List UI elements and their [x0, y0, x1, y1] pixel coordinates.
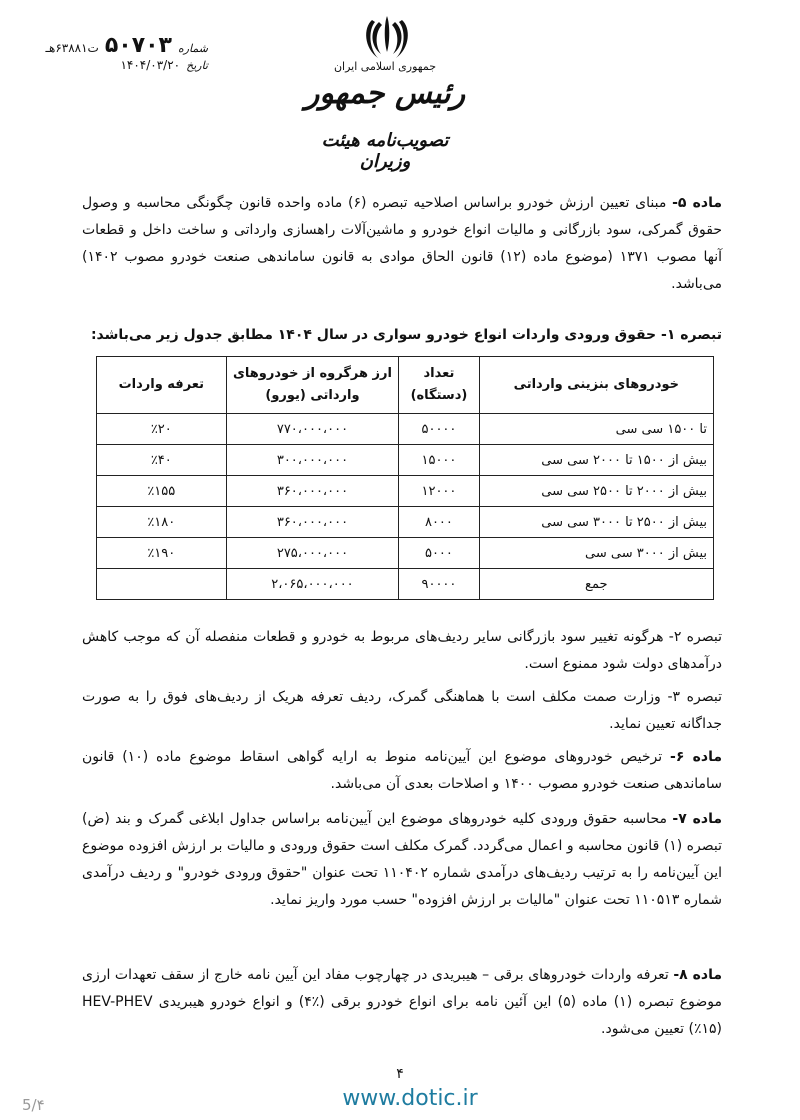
article-5-text: مبنای تعیین ارزش خودرو براساس اصلاحیه تبصره (۶) ماده واحده قانون چگونگی محاسبه و وصول حقوق گمرکی، سود بازرگانی و مالیات انواع خودرو و ماشین‌آلات راهسازی وارداتی و ساخت داخل و قطعات آنها مصوب ۱۳۷۱ (موضوع ماده (۱۲) قانون الحاق موادی به قانون ساماندهی صنعت خودرو مصوب ۱۴۰۲) می‌باشد. — [82, 195, 722, 292]
cell-type: بیش از ۱۵۰۰ تا ۲۰۰۰ سی سی — [479, 445, 713, 476]
cell-type: بیش از ۲۵۰۰ تا ۳۰۰۰ سی سی — [479, 507, 713, 538]
cell-tariff: ٪۱۵۵ — [97, 476, 227, 507]
article-8-heading: ماده ۸- — [673, 967, 722, 983]
header-value: ارز هرگروه از خودروهای وارداتی (یورو) — [226, 357, 399, 414]
article-6-text: ترخیص خودروهای موضوع این آیین‌نامه منوط به ارایه گواهی اسقاط موضوع ماده (۱۰) قانون ساماندهی صنعت خودرو مصوب ۱۴۰۰ و اصلاحات بعدی آن می‌باشد. — [82, 749, 722, 792]
letter-number: ۵۰۷۰۳ — [104, 33, 172, 58]
article-8 — [82, 962, 722, 1043]
table-total-row — [97, 569, 714, 600]
office-title: رئیس جمهور — [304, 76, 466, 111]
cell-value: ۲۷۵،۰۰۰،۰۰۰ — [226, 538, 399, 569]
date-label: تاریخ — [186, 59, 208, 72]
cell-count: ۵۰۰۰۰ — [399, 414, 479, 445]
note-3 — [82, 684, 722, 738]
table-row — [97, 538, 714, 569]
note-2-text: تبصره ۲- هرگونه تغییر سود بازرگانی سایر ردیف‌های مربوط به خودرو و قطعات منفصله آن که موجب کاهش درآمدهای دولت شود ممنوع است. — [82, 629, 722, 672]
table-row — [97, 414, 714, 445]
article-6 — [82, 744, 722, 798]
cell-count: ۸۰۰۰ — [399, 507, 479, 538]
cell-tariff: ٪۱۸۰ — [97, 507, 227, 538]
cell-tariff: ٪۱۹۰ — [97, 538, 227, 569]
cell-tariff: ٪۲۰ — [97, 414, 227, 445]
article-5-heading: ماده ۵- — [672, 195, 723, 211]
table-row — [97, 476, 714, 507]
approval-title: تصویب‌نامه هیئت وزیران — [321, 130, 449, 172]
page-number: ۴ — [396, 1066, 404, 1082]
cell-type: تا ۱۵۰۰ سی سی — [479, 414, 713, 445]
note-3-text: تبصره ۳- وزارت صمت مکلف است با هماهنگی گمرک، ردیف تعرفه هریک از ردیف‌های فوق را به صورت جداگانه تعیین نماید. — [82, 689, 722, 732]
table-row — [97, 445, 714, 476]
note-1-text: تبصره ۱- حقوق ورودی واردات انواع خودرو سواری در سال ۱۴۰۴ مطابق جدول زیر می‌باشد: — [90, 327, 722, 343]
total-count: ۹۰۰۰۰ — [399, 569, 479, 600]
article-8-text: تعرفه واردات خودروهای برقی – هیبریدی در چهارچوب مفاد این آیین نامه خارج از سقف تعهدات ارزی موضوع تبصره (۱) ماده (۵) این آئین نامه برای انواع خودرو برقی (٪۴) و انواع خودرو هیبریدی HEV-PHEV (٪۱۵) تعیین می‌شود. — [82, 967, 722, 1037]
header-tariff: تعرفه واردات — [97, 357, 227, 414]
article-6-heading: ماده ۶- — [670, 749, 723, 765]
cell-count: ۵۰۰۰ — [399, 538, 479, 569]
cell-value: ۷۷۰،۰۰۰،۰۰۰ — [226, 414, 399, 445]
reference-block — [8, 33, 208, 74]
article-7-text: محاسبه حقوق ورودی کلیه خودروهای موضوع این آیین‌نامه براساس جداول ابلاغی گمرک و بند (ض) تبصره (۱) قانون محاسبه و اعمال می‌گردد. گمرک مکلف است حقوق ورودی و مالیات بر ارزش افزوده موضوع این آیین‌نامه را به ترتیب ردیف‌های درآمدی شماره ۱۱۰۴۰۲ تحت عنوان "حقوق ورودی خودرو" و ردیف درآمدی شماره ۱۱۰۵۱۳ تحت عنوان "مالیات بر ارزش افزوده" حسب مورد واریز نماید. — [82, 811, 722, 908]
cell-count: ۱۵۰۰۰ — [399, 445, 479, 476]
cell-value: ۳۶۰،۰۰۰،۰۰۰ — [226, 507, 399, 538]
cell-type: بیش از ۲۰۰۰ تا ۲۵۰۰ سی سی — [479, 476, 713, 507]
table-header-row — [97, 357, 714, 414]
page-count: 5/۴ — [22, 1096, 45, 1114]
letter-number-suffix: ت۶۳۸۸۱هـ — [45, 41, 99, 55]
cell-type: بیش از ۳۰۰۰ سی سی — [479, 538, 713, 569]
header-type: خودروهای بنزینی وارداتی — [479, 357, 713, 414]
note-1 — [82, 322, 722, 349]
note-2 — [82, 624, 722, 678]
article-5 — [82, 190, 722, 298]
iran-emblem-icon — [362, 12, 412, 60]
letter-date: ۱۴۰۴/۰۳/۲۰ — [120, 58, 181, 72]
total-tariff — [97, 569, 227, 600]
number-label: شماره — [177, 42, 208, 55]
website-link[interactable]: www.dotic.ir — [342, 1086, 478, 1111]
country-name: جمهوری اسلامی ایران — [333, 60, 437, 73]
cell-value: ۳۶۰،۰۰۰،۰۰۰ — [226, 476, 399, 507]
article-7 — [82, 806, 722, 914]
article-7-heading: ماده ۷- — [672, 811, 723, 827]
cell-value: ۳۰۰،۰۰۰،۰۰۰ — [226, 445, 399, 476]
cell-count: ۱۲۰۰۰ — [399, 476, 479, 507]
tariff-table — [96, 356, 714, 600]
total-label: جمع — [479, 569, 713, 600]
total-value: ۲،۰۶۵،۰۰۰،۰۰۰ — [226, 569, 399, 600]
header-count: تعداد (دستگاه) — [399, 357, 479, 414]
table-row — [97, 507, 714, 538]
cell-tariff: ٪۴۰ — [97, 445, 227, 476]
